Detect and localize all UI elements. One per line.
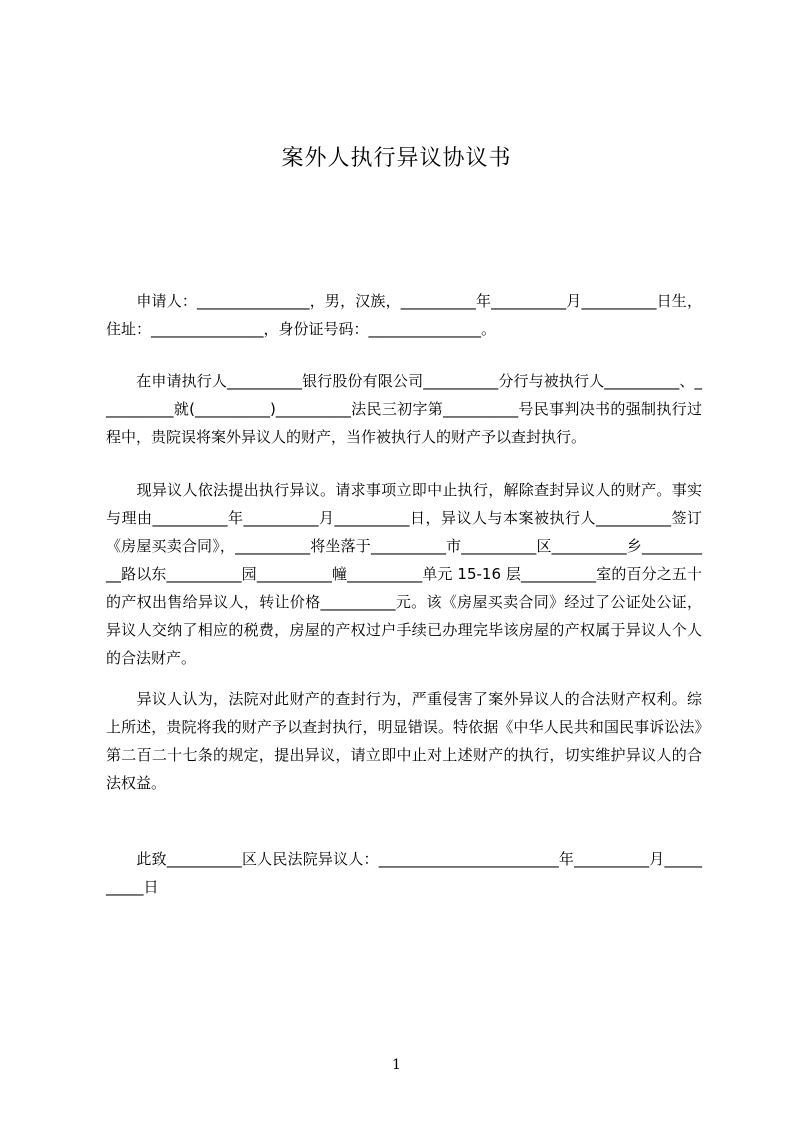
page-number: 1 (392, 1057, 401, 1073)
applicant-info-paragraph: 申请人：_______________，男，汉族，__________年__________月__________日生，住址：_______________，身份证号码：_______________。 (106, 292, 702, 338)
closing-signature-paragraph: 此致__________区人民法院异议人：________________________年__________月__________日 (106, 850, 702, 896)
request-and-facts-paragraph: 现异议人依法提出执行异议。请求事项立即中止执行，解除查封异议人的财产。事实与理由__________年__________月__________日，异议人与本案被执行人__________签订《房屋买卖合同》，__________将坐落于__________市__________区__________乡__________路以东__________园__________幢__________单元 15-16 层__________室的百分之五十的产权出售给异议人，转让价格__________元。该《房屋买卖合同》经过了公证处公证，异议人交纳了相应的税费，房屋的产权过户手续已办理完毕该房屋的产权属于异议人个人的合法财产。 (106, 481, 702, 667)
case-background-paragraph: 在申请执行人__________银行股份有限公司__________分行与被执行人__________、__________就(__________)__________法民三初字第__________号民事判决书的强制执行过程中，贵院误将案外异议人的财产，当作被执行人的财产予以查封执行。 (106, 372, 702, 446)
document-title: 案外人执行异议协议书 (281, 146, 512, 171)
objection-opinion-paragraph: 异议人认为，法院对此财产的查封行为，严重侵害了案外异议人的合法财产权利。综上所述，贵院将我的财产予以查封执行，明显错误。特依据《中华人民共和国民事诉讼法》第二百二十七条的规定，提出异议，请立即中止对上述财产的执行，切实维护异议人的合法权益。 (106, 690, 702, 792)
